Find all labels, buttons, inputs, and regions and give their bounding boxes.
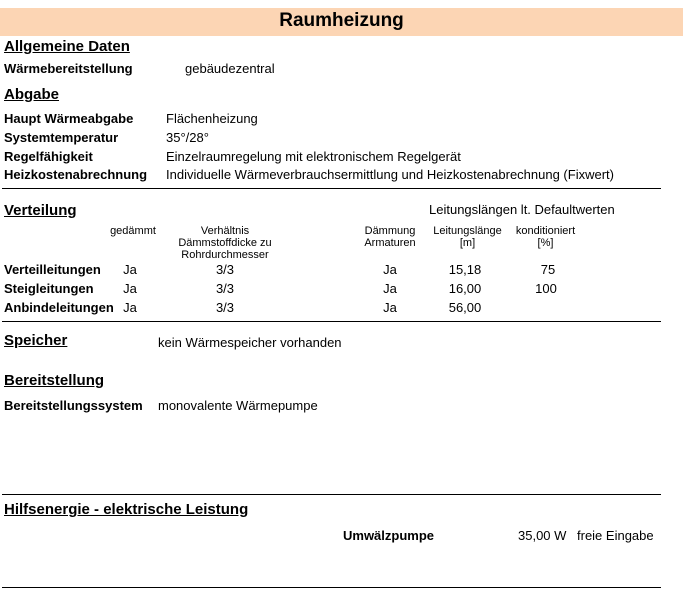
row-label-steigleitungen: Steigleitungen xyxy=(4,281,94,296)
page-title: Raumheizung xyxy=(279,10,404,31)
section-abgabe: Abgabe xyxy=(4,86,60,103)
divider xyxy=(2,494,661,495)
label-waermebereitstellung: Wärmebereitstellung xyxy=(4,61,133,76)
header-konditioniert-2: [%] xyxy=(537,237,554,249)
label-umwaelzpumpe: Umwälzpumpe xyxy=(343,528,435,543)
verteilung-note: Leitungslängen lt. Defaultwerten xyxy=(429,202,615,217)
value-heizkostenabrechnung: Individuelle Wärmeverbrauchsermittlung und Heizkostenabrechnung (Fixwert) xyxy=(166,167,614,182)
header-leitungslaenge-2: [m] xyxy=(459,237,476,249)
cell-verhaeltnis: 3/3 xyxy=(215,300,235,315)
label-haupt-waermeabgabe: Haupt Wärmeabgabe xyxy=(4,111,134,126)
cell-gedaemmt: Ja xyxy=(123,281,137,296)
section-allgemeine-daten: Allgemeine Daten xyxy=(4,38,130,55)
divider xyxy=(2,321,661,322)
note-freie-eingabe: freie Eingabe xyxy=(577,528,654,543)
value-haupt-waermeabgabe: Flächenheizung xyxy=(166,111,258,126)
cell-gedaemmt: Ja xyxy=(123,262,137,277)
cell-leitungslaenge: 56,00 xyxy=(448,300,482,315)
row-label-verteilleitungen: Verteilleitungen xyxy=(4,262,101,277)
cell-verhaeltnis: 3/3 xyxy=(215,262,235,277)
label-bereitstellungssystem: Bereitstellungssystem xyxy=(4,398,143,413)
cell-konditioniert: 75 xyxy=(540,262,556,277)
row-label-anbindeleitungen: Anbindeleitungen xyxy=(4,300,114,315)
value-umwaelzpumpe: 35,00 W xyxy=(518,528,567,543)
header-verhaeltnis-3: Rohrdurchmesser xyxy=(181,249,269,261)
header-daemmung-2: Armaturen xyxy=(364,237,416,249)
divider xyxy=(2,188,661,189)
value-bereitstellungssystem: monovalente Wärmepumpe xyxy=(158,398,318,413)
cell-leitungslaenge: 16,00 xyxy=(448,281,482,296)
header-gedaemmt: gedämmt xyxy=(110,225,156,237)
cell-daemmung: Ja xyxy=(383,281,397,296)
section-speicher: Speicher xyxy=(4,332,68,349)
cell-leitungslaenge: 15,18 xyxy=(448,262,482,277)
section-hilfsenergie: Hilfsenergie - elektrische Leistung xyxy=(4,501,249,518)
header-daemmung-1: Dämmung xyxy=(364,225,416,237)
value-regelfaehigkeit: Einzelraumregelung mit elektronischem Regelgerät xyxy=(166,149,461,164)
section-bereitstellung: Bereitstellung xyxy=(4,372,105,389)
label-heizkostenabrechnung: Heizkostenabrechnung xyxy=(4,167,148,182)
header-konditioniert-1: konditioniert xyxy=(515,225,576,237)
header-verhaeltnis-2: Dämmstoffdicke zu xyxy=(178,237,272,249)
value-systemtemperatur: 35°/28° xyxy=(166,130,209,145)
value-waermebereitstellung: gebäudezentral xyxy=(185,61,275,76)
section-verteilung: Verteilung xyxy=(4,202,77,219)
cell-verhaeltnis: 3/3 xyxy=(215,281,235,296)
cell-daemmung: Ja xyxy=(383,262,397,277)
value-speicher: kein Wärmespeicher vorhanden xyxy=(158,335,342,350)
cell-daemmung: Ja xyxy=(383,300,397,315)
divider xyxy=(2,587,661,588)
cell-gedaemmt: Ja xyxy=(123,300,137,315)
header-verhaeltnis-1: Verhältnis xyxy=(200,225,250,237)
label-systemtemperatur: Systemtemperatur xyxy=(4,130,119,145)
label-regelfaehigkeit: Regelfähigkeit xyxy=(4,149,93,164)
cell-konditioniert: 100 xyxy=(535,281,557,296)
header-leitungslaenge-1: Leitungslänge xyxy=(433,225,502,237)
